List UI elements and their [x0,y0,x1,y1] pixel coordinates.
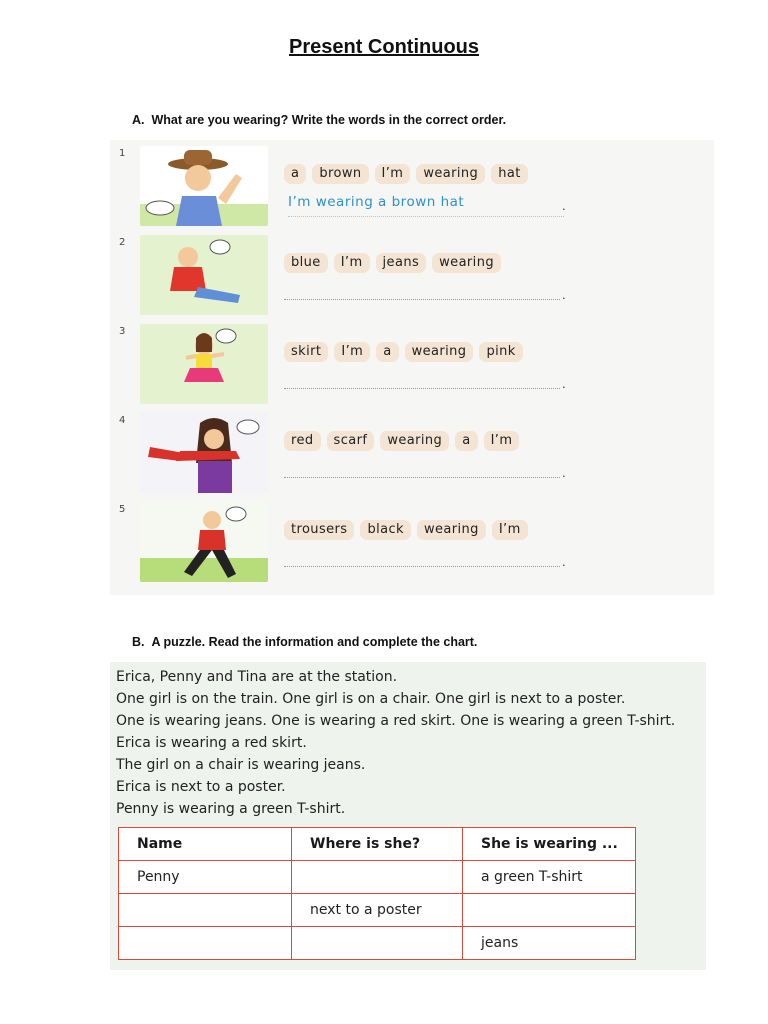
chart-cell[interactable]: Penny [119,861,292,894]
word-chips [284,520,528,540]
info-line: Erica, Penny and Tina are at the station. [116,669,398,685]
word-chip[interactable]: wearing [416,164,485,184]
puzzle-chart [118,827,636,960]
cowboy-hat-illustration [140,146,268,226]
table-row [119,894,636,927]
answer-line[interactable] [284,299,560,300]
word-chip[interactable]: a [376,342,398,362]
word-chip[interactable]: wearing [405,342,474,362]
word-chip[interactable]: brown [312,164,368,184]
word-chip[interactable]: a [455,431,477,451]
table-row [119,861,636,894]
chart-cell[interactable]: next to a poster [292,894,463,927]
info-line: One girl is on the train. One girl is on a chair. One girl is next to a poster. [116,691,626,707]
word-chip[interactable]: pink [479,342,522,362]
chart-cell[interactable] [119,894,292,927]
item-number: 4 [119,415,126,426]
exercise-item-1 [110,140,714,228]
item-number: 1 [119,148,126,159]
info-line: Penny is wearing a green T-shirt. [116,801,346,817]
boy-trousers-illustration [140,502,268,582]
word-chip[interactable]: jeans [376,253,427,273]
chart-cell[interactable] [292,927,463,960]
word-chip[interactable]: I’m [492,520,528,540]
word-chip[interactable]: scarf [327,431,375,451]
info-line: Erica is next to a poster. [116,779,286,795]
table-row [119,927,636,960]
word-chips [284,431,519,451]
item-number: 2 [119,237,126,248]
exercise-item-4 [110,407,714,495]
page-title: Present Continuous [288,36,479,58]
header-where: Where is she? [292,828,463,861]
answer-line[interactable] [284,566,560,567]
header-name: Name [119,828,292,861]
exercise-item-3 [110,318,714,406]
period: . [562,376,566,391]
word-chip[interactable]: trousers [284,520,354,540]
item-number: 3 [119,326,126,337]
exercise-item-5 [110,496,714,584]
exercise-item-2 [110,229,714,317]
exercise-a-panel [110,140,714,595]
period: . [562,287,566,302]
section-b-heading: B. A puzzle. Read the information and complete the chart. [132,635,478,649]
period: . [562,465,566,480]
info-line: Erica is wearing a red skirt. [116,735,307,751]
word-chips [284,253,501,273]
boy-jeans-illustration [140,235,268,315]
chart-cell[interactable]: a green T-shirt [463,861,636,894]
word-chip[interactable]: wearing [417,520,486,540]
period: . [562,554,566,569]
chart-cell[interactable] [292,861,463,894]
chart-header-row [119,828,636,861]
item-number: 5 [119,504,126,515]
word-chip[interactable]: I’m [334,342,370,362]
word-chip[interactable]: hat [491,164,528,184]
puzzle-info [116,666,675,820]
word-chip[interactable]: I’m [334,253,370,273]
answer-example: I’m wearing a brown hat [288,194,564,217]
word-chips [284,342,523,362]
answer-line[interactable] [284,388,560,389]
answer-line[interactable] [284,477,560,478]
info-line: One is wearing jeans. One is wearing a red skirt. One is wearing a green T-shirt. [116,713,676,729]
word-chip[interactable]: wearing [380,431,449,451]
word-chip[interactable]: I’m [375,164,411,184]
word-chip[interactable]: I’m [484,431,520,451]
header-wearing: She is wearing ... [463,828,636,861]
word-chip[interactable]: blue [284,253,328,273]
exercise-b-panel [110,662,706,970]
word-chip[interactable]: red [284,431,321,451]
word-chip[interactable]: black [360,520,411,540]
word-chip[interactable]: a [284,164,306,184]
section-a-heading: A. What are you wearing? Write the words in the correct order. [132,113,507,127]
chart-cell[interactable]: jeans [463,927,636,960]
period: . [562,198,566,213]
word-chips [284,164,528,184]
word-chip[interactable]: wearing [432,253,501,273]
chart-cell[interactable] [119,927,292,960]
chart-cell[interactable] [463,894,636,927]
girl-scarf-illustration [140,413,268,493]
word-chip[interactable]: skirt [284,342,328,362]
info-line: The girl on a chair is wearing jeans. [116,757,366,773]
girl-skirt-illustration [140,324,268,404]
